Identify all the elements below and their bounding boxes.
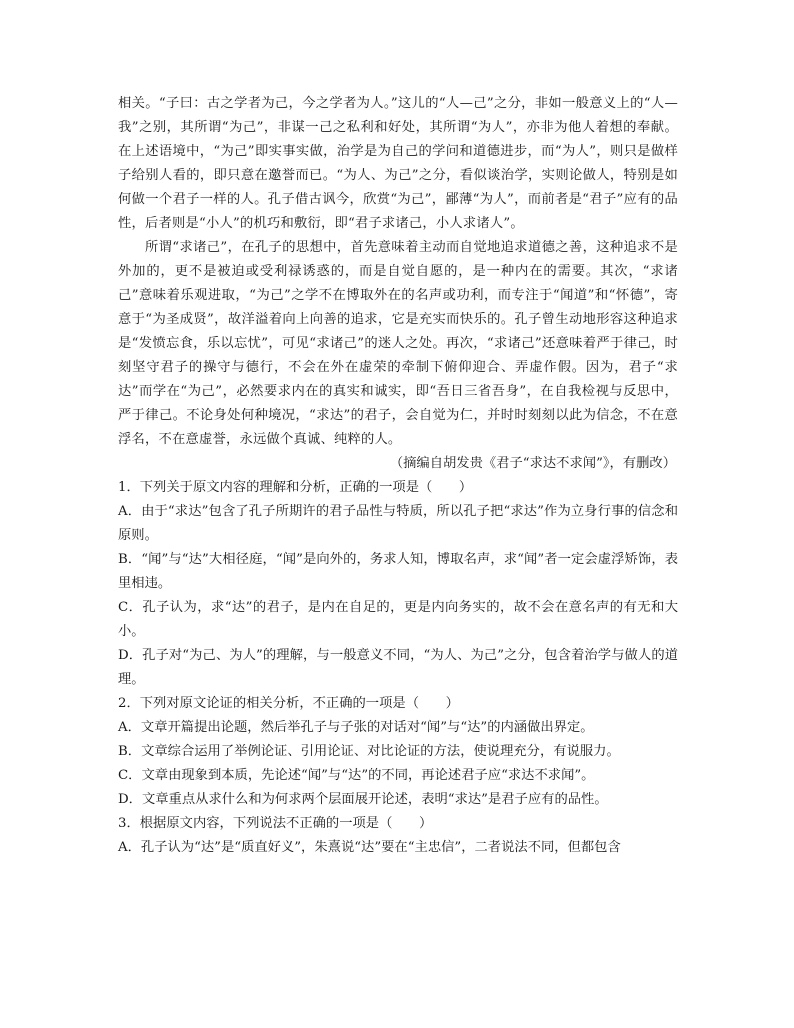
question-option: B．文章综合运用了举例论证、引用论证、对比论证的方法，使说理充分，有说服力。 xyxy=(118,744,620,759)
question-option: C．文章由现象到本质，先论述“闻”与“达”的不同，再论述君子应“求达不求闻”。 xyxy=(118,768,595,783)
question-stem: 3．根据原文内容，下列说法不正确的一项是（ ） xyxy=(118,816,433,831)
question-option: A．文章开篇提出论题，然后举孔子与子张的对话对“闻”与“达”的内涵做出界定。 xyxy=(118,720,594,735)
passage-paragraph-2: 所谓“求诸己”，在孔子的思想中，首先意味着主动而自觉地追求道德之善，这种追求不是外加的，更不是被迫或受利禄诱惑的，而是自觉自愿的，是一种内在的需要。其次，“求诸己”意味着乐观进取，“为己”之学不在博取外在的名声或功利，而专注于“闻道”和“怀德”，寄意于“为圣成贤”，故洋溢着向上向善的追求，它是充实而快乐的。孔子曾生动地形容这种追求是“发愤忘食，乐以忘忧”，可见“求诸己”的迷人之处。再次，“求诸己”还意味着严于律己，时刻坚守君子的操守与德行，不会在外在虚荣的牵制下俯仰迎合、弄虚作假。因为，君子“求达”而学在“为己”，必然要求内在的真实和诚实，即“吾日三省吾身”，在自我检视与反思中，严于律己。不论身处何种境况，“求达”的君子，会自觉为仁，并时时刻刻以此为信念，不在意浮名，不在意虚誉，永远做个真诚、纯粹的人。 xyxy=(118,240,678,447)
question-option: B．“闻”与“达”大相径庭，“闻”是向外的，务求人知，博取名声，求“闻”者一定会虚浮矫饰，表里相违。 xyxy=(118,552,678,591)
question-option: D．孔子对“为己、为人”的理解，与一般意义不同，“为人、为己”之分，包含着治学与做人的道理。 xyxy=(118,648,678,687)
passage-source: （摘编自胡发贵《君子“求达不求闻”》，有删改） xyxy=(389,456,676,471)
question-option: C．孔子认为，求“达”的君子，是内在自足的，更是内向务实的，故不会在意名声的有无和大小。 xyxy=(118,600,678,639)
passage-paragraph-1: 相关。“子曰：古之学者为己，今之学者为人。”这儿的“人—己”之分，非如一般意义上的“人—我”之别，其所谓“为己”，非谋一己之私利和好处，其所谓“为人”，亦非为他人着想的奉献。在上述语境中，“为己”即实事实做，治学是为自己的学问和道德进步，而“为人”，则只是做样子给别人看的，即只意在邀誉而已。“为人、为己”之分，看似谈治学，实则论做人，特别是如何做一个君子一样的人。孔子借古讽今，欣赏“为己”，鄙薄“为人”，而前者是“君子”应有的品性，后者则是“小人”的机巧和敷衍，即“君子求诸己，小人求诸人”。 xyxy=(118,96,678,231)
document-body xyxy=(118,92,678,860)
question-3 xyxy=(118,812,678,860)
question-2 xyxy=(118,692,678,812)
question-option: A．孔子认为“达”是“质直好义”，朱熹说“达”要在“主忠信”，二者说法不同，但都包含 xyxy=(118,840,621,855)
question-1 xyxy=(118,476,678,692)
question-option: D．文章重点从求什么和为何求两个层面展开论述，表明“求达”是君子应有的品性。 xyxy=(118,792,608,807)
question-stem: 2．下列对原文论证的相关分析，不正确的一项是（ ） xyxy=(118,696,459,711)
question-stem: 1．下列关于原文内容的理解和分析，正确的一项是（ ） xyxy=(118,480,473,495)
question-option: A．由于“求达”包含了孔子所期许的君子品性与特质，所以孔子把“求达”作为立身行事的信念和原则。 xyxy=(118,504,678,543)
